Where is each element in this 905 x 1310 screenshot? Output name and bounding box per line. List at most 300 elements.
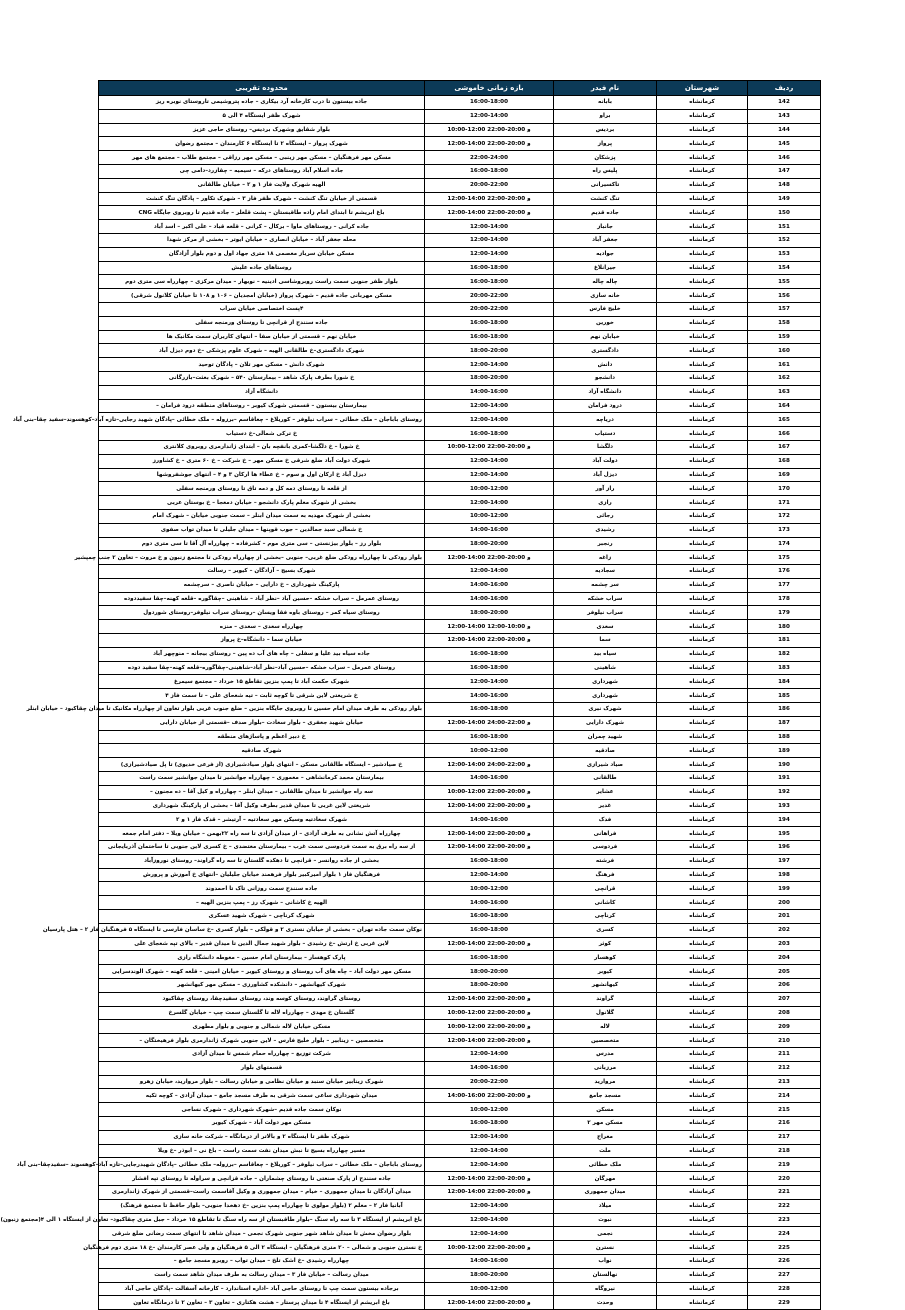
row-number-cell: 218 [748,1144,821,1158]
table-row [99,827,821,841]
row-number-cell: 182 [748,647,821,661]
row-number-cell: 149 [748,192,821,206]
table-row [99,578,821,592]
approx-area-cell: لاین غربی خ ارتش –خ رشیدی – بلوار شهید جمال الدین تا میدان قدیر – بالای تپه شعجای علی [99,937,425,951]
approx-area-cell: نوکان سمت جاده تهران – بخشی از خیابان نستری ۲ و قولکی – بلوار کسری –خ ساسان فارسی تا ایستگاه ۵ فرهنگیان فاز ۲ – هتل پارسیان [99,923,425,937]
row-number-cell: 189 [748,744,821,758]
row-number-cell: 176 [748,565,821,579]
table-row [99,910,821,924]
row-number-cell: 150 [748,206,821,220]
approx-area-cell: بیمارستان محمد کرمانشاهی – معموری – چهارراه جوانشیر تا میدان جوانشیر سمت راست [99,772,425,786]
table-row [99,716,821,730]
row-number-cell: 212 [748,1061,821,1075]
row-number-cell: 169 [748,468,821,482]
city-cell: کرمانشاه [657,440,748,454]
approx-area-cell: آبانیا فاز ۲ – معلم ۲ (بلوار مولوی تا چهارراه پمپ بنزین –خ دهخدا جنوبی– بلوار حافظ تا مجتمع فرهنگ) [99,1199,425,1213]
city-cell: کرمانشاه [657,371,748,385]
outage-period-cell: 10:00-12:00 [425,1282,554,1296]
row-number-cell: 195 [748,827,821,841]
outage-period-cell: 12:00-14:00 [425,109,554,123]
approx-area-cell: الهیه خ کاشانی – شهرک رز – پمپ بنزین الهیه – [99,896,425,910]
table-row [99,96,821,110]
table-body [0,96,821,1310]
approx-area-cell: شهرک صادقیه [99,744,425,758]
table-row [99,220,821,234]
table-row [99,841,821,855]
feeder-cell: تاکسیرانی [554,178,657,192]
city-cell: کرمانشاه [657,896,748,910]
outage-period-cell: 12:00-14:00 [425,565,554,579]
row-number-cell: 180 [748,620,821,634]
feeder-cell: جوادیه [554,247,657,261]
approx-area-cell: چهارراه آتش نشانی به طرف آزادی – از میدان آزادی تا سه راه ۲۲بهمن – خیابان ویلا – دفتر امام جمعه [99,827,425,841]
row-number-cell: 155 [748,275,821,289]
feeder-cell: مرواريد [554,1075,657,1089]
city-cell: کرمانشاه [657,620,748,634]
table-row [99,868,821,882]
outage-period-cell: 16:00-18:00 [425,951,554,965]
approx-area-cell: بلوار رز – بلوار بیژنستی – سی متری موم – کشرفاده – چهارراه آل آقا تا سی متری دوم [99,537,425,551]
approx-area-cell: قسمتهای بلوار [99,1061,425,1075]
table-row [99,620,821,634]
feeder-cell: راز آور [554,482,657,496]
city-cell: کرمانشاه [657,413,748,427]
approx-area-cell: مسکن مهر دولت آباد – چاه های آب روستای و روستای کیوبر – خیابان امینی – قلعه کهنه – شهرک الوندسرایی [99,965,425,979]
table-row [99,523,821,537]
outage-period-cell: 10:00-12:00 [425,744,554,758]
outage-period-cell: 12:00-14:00 و 20:00-22:00 [425,206,554,220]
feeder-cell: جعفر آباد [554,233,657,247]
outage-period-cell: 12:00-14:00 [425,1199,554,1213]
table-row [99,854,821,868]
feeder-cell: سیاه بید [554,647,657,661]
city-cell: کرمانشاه [657,261,748,275]
outage-period-cell: 14:00-16:00 [425,896,554,910]
approx-area-cell: گلستان خ مهدی – چهارراه لاله تا گلستان سمت چپ – خیابان گلسرخ [99,1006,425,1020]
table-row [99,509,821,523]
table-row [99,634,821,648]
approx-area-cell: خیابان سما – دانشگاه–خ پرواز [99,634,425,648]
feeder-cell: تنگ کنشت [554,192,657,206]
approx-area-cell: بلوار رضوان مخش تا میدان شاهد شهر جنوبی شهرک نجمی – میدان شاهد تا انتهای سمت رضانی ضلع شرقی [99,1227,425,1241]
feeder-cell: دستیاب [554,427,657,441]
city-cell: کرمانشاه [657,992,748,1006]
feeder-cell: خورین [554,316,657,330]
outage-period-cell: 12:00-14:00 و 20:00-22:00 [425,799,554,813]
feeder-cell: دادگستری [554,344,657,358]
approx-area-cell: شهرک ظفر تا ایستگاه ۲ و بالاتر از درمانگاه – شرکت خانه سازی [99,1130,425,1144]
feeder-cell: دانشگاه آزاد [554,385,657,399]
outage-period-cell: 10:00-12:00 [425,882,554,896]
table-row [99,675,821,689]
outage-period-cell: 10:00-12:00 و 20:00-22:00 [425,1006,554,1020]
feeder-cell: رشیدی [554,523,657,537]
approx-area-cell: مسکن مهر دولت آباد – شهرک کیوبر [99,1116,425,1130]
row-number-cell: 217 [748,1130,821,1144]
approx-area-cell: محله جعفر آباد – خیابان انصاری – خیابان ایوتر – بخشی از مرکز شهدا [99,233,425,247]
city-cell: کرمانشاه [657,551,748,565]
table-row [99,1020,821,1034]
city-cell: کرمانشاه [657,1172,748,1186]
approx-area-cell: شهرک زینابیر خیابان سنبد و خیابان نظامی و خیابان رسالت – بلوار مرواريد، خیابان زهرو [99,1075,425,1089]
table-row [99,1172,821,1186]
outage-period-cell: 12:00-14:00 [425,247,554,261]
approx-area-cell: شهرک دانش – مسکن مهر تلان – پادگان توحید [99,358,425,372]
table-row [99,1158,821,1172]
feeder-cell: شهرداری [554,689,657,703]
table-row [99,1130,821,1144]
outage-period-cell: 10:00-12:00 و 20:00-22:00 [425,123,554,137]
city-cell: کرمانشاه [657,1241,748,1255]
table-row [99,164,821,178]
table-row [99,399,821,413]
table-row [99,1227,821,1241]
approx-area-cell: جاده سنندج سمت روزانی تاک تا احمدوند [99,882,425,896]
feeder-cell: چاله چاله [554,275,657,289]
row-number-cell: 213 [748,1075,821,1089]
table-row [99,482,821,496]
header-feeder: نام فیدر [554,81,657,96]
table-row [99,965,821,979]
city-cell: کرمانشاه [657,565,748,579]
approx-area-cell: خ دبیر اعظم و پاساژهای منطقه [99,730,425,744]
city-cell: کرمانشاه [657,951,748,965]
city-cell: کرمانشاه [657,206,748,220]
feeder-cell: نسترن [554,1241,657,1255]
outage-period-cell: 16:00-18:00 [425,261,554,275]
approx-area-cell: خ شریعتی لاین شرقی تا کوچه ثابت – تیه شعحای علی – تا سمت فاز ۴ [99,689,425,703]
feeder-cell: جیرانلاغ [554,261,657,275]
outage-period-cell: 12:00-14:00 و 20:00-22:00 [425,137,554,151]
city-cell: کرمانشاه [657,1075,748,1089]
table-row [99,123,821,137]
outage-period-cell: 18:00-20:00 [425,1268,554,1282]
approx-area-cell: خ شورا بطرف پارک شاهد – بیمارستان ۵۴۰ – شهرک بعثت–بازرگانی [99,371,425,385]
approx-area-cell: روستای باباجان – ملک خطائی – سراب نیلوفر – کوریلاغ – چغاقاسم –برزوله– ملک خطائی –پادگان شهیدرجایی–تازه آباد–کوهسوند –سفیدچقا–بنی آباد [99,1158,425,1172]
table-row [99,440,821,454]
table-row [99,385,821,399]
city-cell: کرمانشاه [657,1089,748,1103]
outage-period-cell: 12:00-14:00 [425,454,554,468]
approx-area-cell: روستای باباجان – ملک خطائی – سراب نیلوفر – کوریلاغ – چغاقاسم –برزوله – ملک خطائی –پادگان شهید رجایی–تازه آباد–کوهسوند–سفید چقا–بنی آباد [99,413,425,427]
approx-area-cell: از قلعه تا روستای دمه کل و دمه تاق تا روستای ورمنجه سفلی [99,482,425,496]
table-row [99,178,821,192]
feeder-cell: جانباز [554,220,657,234]
outage-period-cell: 20:00-22:00 [425,302,554,316]
row-number-cell: 167 [748,440,821,454]
outage-period-cell: 18:00-20:00 [425,606,554,620]
table-row [99,289,821,303]
table-row [99,537,821,551]
city-cell: کرمانشاه [657,1213,748,1227]
row-number-cell: 227 [748,1268,821,1282]
city-cell: کرمانشاه [657,661,748,675]
outage-period-cell: 12:00-14:00 و 20:00-22:00 [425,992,554,1006]
approx-area-cell: شهرک کرناچی – شهرک شهید عسکری [99,910,425,924]
approx-area-cell: خ ترکی شمالی–خ دستیاب [99,427,425,441]
approx-area-cell: مسکن مهر فرهنگیان – مسکن مهر زینبی – مسکن مهر رزاقی – مجتمع طلاب – مجتمع های مهر [99,151,425,165]
row-number-cell: 193 [748,799,821,813]
table-row [99,1185,821,1199]
approx-area-cell: پارک کوهسار – بیمارستان امام حسین – معوطه دانشگاه رازی [99,951,425,965]
city-cell: کرمانشاه [657,1282,748,1296]
outage-period-cell: 12:00-14:00 [425,1158,554,1172]
outage-period-cell: 12:00-14:00 [425,358,554,372]
table-row [99,261,821,275]
feeder-cell: دولت آباد [554,454,657,468]
row-number-cell: 225 [748,1241,821,1255]
row-number-cell: 148 [748,178,821,192]
city-cell: کرمانشاه [657,578,748,592]
row-number-cell: 215 [748,1103,821,1117]
outage-period-cell: 12:00-14:00 و 20:00-22:00 [425,1296,554,1310]
table-row [99,427,821,441]
approx-area-cell: بخشی از جاده روانسر – قرانچی تا دهکده گلستان تا سه راه گراوند– روستای نوروزآباد [99,854,425,868]
row-number-cell: 199 [748,882,821,896]
table-row [99,937,821,951]
outage-period-cell: 18:00-20:00 [425,965,554,979]
outage-period-cell: 10:00-12:00 و 20:00-22:00 [425,1241,554,1255]
city-cell: کرمانشاه [657,1144,748,1158]
outage-period-cell: 10:00-12:00 [425,482,554,496]
approx-area-cell: جاده سیاه بید علیا و سفلی – چاه های آب ده پین – روستای بیجانه – منوچهر آباد [99,647,425,661]
row-number-cell: 170 [748,482,821,496]
outage-period-cell: 12:00-14:00 و 20:00-22:00 [425,937,554,951]
feeder-cell: غدیر [554,799,657,813]
city-cell: کرمانشاه [657,1296,748,1310]
feeder-cell: نهالستان [554,1268,657,1282]
outage-period-cell: 12:00-14:00 [425,1213,554,1227]
approx-area-cell: بلوار ظفر جنوبی سمت راست روبروشاسی ادینیه – نوبهار – میدان مرکزی – چهارراه سی متری دوم [99,275,425,289]
feeder-cell: بردیس [554,123,657,137]
city-cell: کرمانشاه [657,1103,748,1117]
approx-area-cell: خیابان شهید جعفری – بلوار سعادت –بلوار صدف –قسمتی از خیابان دارایی [99,716,425,730]
city-cell: کرمانشاه [657,1047,748,1061]
city-cell: کرمانشاه [657,1254,748,1268]
approx-area-cell: شرکت توزیع – چهارراه حمام شمس تا میدان آزادی [99,1047,425,1061]
outage-period-cell: 16:00-18:00 [425,330,554,344]
feeder-cell: گراوند [554,992,657,1006]
approx-area-cell: شهرک کیهانشهر – دانشکده کشاورزی – مسکن مهر کیهانشهر [99,979,425,993]
outage-period-cell: 12:00-14:00 [425,220,554,234]
feeder-cell: شهرک نیری [554,703,657,717]
outage-period-cell: 16:00-18:00 [425,96,554,110]
feeder-cell: پزشکان [554,151,657,165]
city-cell: کرمانشاه [657,937,748,951]
feeder-cell: شهرداری [554,675,657,689]
city-cell: کرمانشاه [657,882,748,896]
row-number-cell: 208 [748,1006,821,1020]
approx-area-cell: سه راه جوانشیر تا میدان طالقانی – میدان ابنلر – چهارراه و کیل آقا – ده مجنون – [99,785,425,799]
table-row [99,1034,821,1048]
row-number-cell: 223 [748,1213,821,1227]
outage-period-cell: 12:00-14:00 [425,1130,554,1144]
feeder-cell: صیاد شیرازی [554,758,657,772]
feeder-cell: دانش [554,358,657,372]
outage-period-cell: 22:00-24:00 [425,151,554,165]
approx-area-cell: جاده سنندج از قرانچی تا روستای ورمنجه سفلی [99,316,425,330]
row-number-cell: 156 [748,289,821,303]
table-row [99,151,821,165]
row-number-cell: 207 [748,992,821,1006]
row-number-cell: 186 [748,703,821,717]
feeder-cell: عشایر [554,785,657,799]
approx-area-cell: شهرک دولت آباد ضلع شرقی خ مسکن مهر – خ شرکت – خ ۶۰ متری – خ کشاورز [99,454,425,468]
row-number-cell: 166 [748,427,821,441]
row-number-cell: 210 [748,1034,821,1048]
city-cell: کرمانشاه [657,496,748,510]
city-cell: کرمانشاه [657,854,748,868]
city-cell: کرمانشاه [657,716,748,730]
outage-period-cell: 18:00-20:00 [425,537,554,551]
feeder-cell: سراب خشکه [554,592,657,606]
row-number-cell: 164 [748,399,821,413]
city-cell: کرمانشاه [657,330,748,344]
row-number-cell: 222 [748,1199,821,1213]
outage-period-cell: 16:00-18:00 [425,316,554,330]
outage-period-cell: 12:00-14:00 [425,868,554,882]
city-cell: کرمانشاه [657,1268,748,1282]
row-number-cell: 219 [748,1158,821,1172]
table-row [99,703,821,717]
table-row [99,316,821,330]
city-cell: کرمانشاه [657,468,748,482]
row-number-cell: 224 [748,1227,821,1241]
header-row-number: ردیف [748,81,821,96]
outage-period-cell: 12:00-14:00 و 20:00-22:00 [425,1172,554,1186]
feeder-cell: کسری [554,923,657,937]
outage-period-cell: 16:00-18:00 [425,427,554,441]
city-cell: کرمانشاه [657,1227,748,1241]
feeder-cell: ملت [554,1144,657,1158]
table-row [99,1061,821,1075]
row-number-cell: 202 [748,923,821,937]
city-cell: کرمانشاه [657,841,748,855]
city-cell: کرمانشاه [657,1061,748,1075]
approx-area-cell: باغ ابریشم از ایستگاه ۴ تا میدان پرستار – هشت هکتاری – تعاون ۳ – تعاون ۲ تا درمانگاه تعاون [99,1296,425,1310]
feeder-cell: شهید چمران [554,730,657,744]
city-cell: کرمانشاه [657,730,748,744]
city-cell: کرمانشاه [657,509,748,523]
row-number-cell: 226 [748,1254,821,1268]
outage-period-cell: 12:00-14:00 و 10:00-12:00 [425,620,554,634]
feeder-cell: میدان جمهوری [554,1185,657,1199]
approx-area-cell: باغ ابریشم از ایستگاه ۳ تا سه راه سنگ –بلوار طاقبستان از سه راه سنگ تا تقاطع ۱۵ خرداد – جبل متری چقاکبود– تعاون از ایستگاه ۱ الی ۴(مجتمع زنبون) [99,1213,425,1227]
table-row [99,344,821,358]
table-row [99,979,821,993]
feeder-cell: صادقیه [554,744,657,758]
table-row [99,371,821,385]
approx-area-cell: خ صیادشیر – ایستگاه طالقانی مسکن – انتهای بلوار صیادشیرازی (از فرعی خدیوی) تا پل صیادشیرازی) [99,758,425,772]
city-cell: کرمانشاه [657,1199,748,1213]
table-row [99,1268,821,1282]
approx-area-cell: بخشی از شهرک مهدیه به سمت میدان ابنلر – سمت جنوبی خیابان – شهرک امام [99,509,425,523]
outage-period-cell: 18:00-20:00 [425,344,554,358]
outage-period-cell: 12:00-14:00 [425,468,554,482]
table-row [99,744,821,758]
city-cell: کرمانشاه [657,1116,748,1130]
outage-period-cell: 14:00-16:00 [425,592,554,606]
feeder-cell: دیزل آباد [554,468,657,482]
table-row [99,1296,821,1310]
feeder-cell: نبوت [554,1213,657,1227]
feeder-cell: کوهسار [554,951,657,965]
city-cell: کرمانشاه [657,1034,748,1048]
outage-period-cell: 12:00-14:00 و 20:00-22:00 [425,1034,554,1048]
table-row [99,689,821,703]
table-row [99,1047,821,1061]
city-cell: کرمانشاه [657,178,748,192]
feeder-cell: کیوبر [554,965,657,979]
outage-period-cell: 12:00-14:00 [425,1144,554,1158]
row-number-cell: 171 [748,496,821,510]
approx-area-cell: بیمارستان بیستون – قسمتی شهرک کیوبر – روستاهای منطقه درود فرامان – [99,399,425,413]
city-cell: کرمانشاه [657,758,748,772]
feeder-cell: کوثر [554,937,657,951]
table-row [99,330,821,344]
outage-period-cell: 14:00-16:00 [425,1254,554,1268]
feeder-cell: طالقانی [554,772,657,786]
feeder-cell: مدرس [554,1047,657,1061]
approx-area-cell: ۴پست اختصاصی خیابان سراب [99,302,425,316]
city-cell: کرمانشاه [657,647,748,661]
approx-area-cell: میدان آزادگان تا میدان جمهوری – خیام – میدان جمهوری و وکیل آقاسمت راست–قسمتی از شهرک ژاندارمری [99,1185,425,1199]
feeder-cell: سعدی [554,620,657,634]
approx-area-cell: روستای عمرمل – سراب خشکه –حسین آباد–نظر آباد–شاهینی–چقاگوره–قلعه کهنه–چقا سفید دوده [99,661,425,675]
row-number-cell: 201 [748,910,821,924]
approx-area-cell: جاده اسلام آباد روستاهای درکه – سیمیه – چقازرد–دامی چی [99,164,425,178]
city-cell: کرمانشاه [657,233,748,247]
city-cell: کرمانشاه [657,772,748,786]
approx-area-cell: مسیر چهارراه بسیج تا نبش میدان نفت سمت راست – باغ نی – ابوذر –خ ویلا [99,1144,425,1158]
city-cell: کرمانشاه [657,675,748,689]
approx-area-cell: میدان رسالت – خیابان فاز ۳ – میدان رسالت به طرف میدان شاهد سمت راست [99,1268,425,1282]
row-number-cell: 152 [748,233,821,247]
city-cell: کرمانشاه [657,358,748,372]
approx-area-cell: شهرک حکمت آباد تا پمپ بنزین تقاطع ۱۵ خرداد – مجتمع سیمرغ [99,675,425,689]
approx-area-cell: دانشگاه آزاد [99,385,425,399]
city-cell: کرمانشاه [657,344,748,358]
table-row [99,565,821,579]
outage-period-cell: 12:00-14:00 و 20:00-22:00 [425,841,554,855]
row-number-cell: 174 [748,537,821,551]
row-number-cell: 188 [748,730,821,744]
feeder-cell: جاده قدیم [554,206,657,220]
approx-area-cell: مسکن خیابان لاله شمالی و جنوبی و بلوار مطهری [99,1020,425,1034]
outage-period-cell: 12:00-14:00 [425,496,554,510]
city-cell: کرمانشاه [657,799,748,813]
outage-schedule-table [0,80,821,1310]
row-number-cell: 185 [748,689,821,703]
city-cell: کرمانشاه [657,109,748,123]
feeder-cell: درود فرامان [554,399,657,413]
feeder-cell: فرهنگ [554,868,657,882]
city-cell: کرمانشاه [657,1185,748,1199]
table-row [99,882,821,896]
approx-area-cell: شهرک پرواز – ایستگاه ۲ تا ایستگاه ۶ کارمندان – مجتمع رضوان [99,137,425,151]
header-city: شهرستان [657,81,748,96]
feeder-cell: بابانه [554,96,657,110]
row-number-cell: 190 [748,758,821,772]
row-number-cell: 192 [748,785,821,799]
outage-period-cell: 18:00-20:00 [425,979,554,993]
outage-period-cell: 16:00-18:00 [425,923,554,937]
city-cell: کرمانشاه [657,785,748,799]
city-cell: کرمانشاه [657,399,748,413]
table-row [99,785,821,799]
city-cell: کرمانشاه [657,868,748,882]
feeder-cell: خانه سازی [554,289,657,303]
